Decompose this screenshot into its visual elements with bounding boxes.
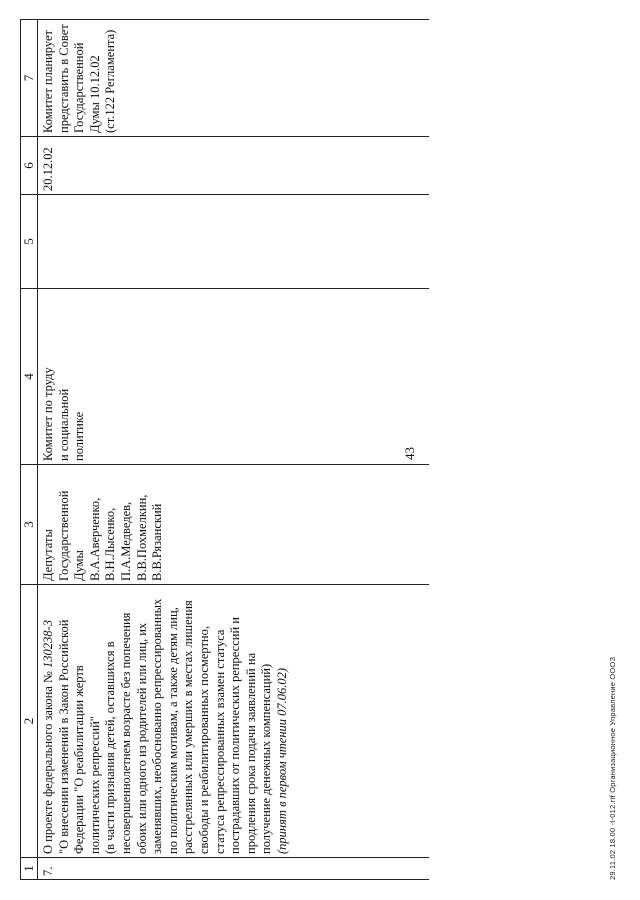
column-header-2: 2 bbox=[21, 585, 38, 858]
author-line: Думы bbox=[72, 550, 87, 581]
bill-description-line: Федерации "О реабилитации жертв bbox=[72, 665, 87, 854]
empty-cell bbox=[291, 20, 429, 137]
bill-description-line: обоих или одного из родителей или лиц, их bbox=[134, 622, 149, 854]
bill-title-line bbox=[41, 588, 57, 854]
bill-description-line: политических репрессий" bbox=[87, 716, 102, 854]
author-line: В.А.Аверченко, bbox=[87, 497, 102, 581]
row-number: 7. bbox=[38, 858, 291, 880]
empty-cell bbox=[291, 585, 429, 858]
empty-cell bbox=[291, 858, 429, 880]
bill-description-line: несовершеннолетнем возрасте без попечения bbox=[118, 612, 133, 854]
notes-line: представить в Совет bbox=[56, 24, 71, 133]
document-page bbox=[20, 20, 620, 880]
column-header-5: 5 bbox=[21, 195, 38, 289]
empty-cell bbox=[291, 137, 429, 195]
bill-description-cell bbox=[38, 585, 291, 858]
bill-description-line: заменявших, необоснованно репрессированных bbox=[150, 598, 165, 854]
bill-description-line: "О внесении изменений в Закон Российской bbox=[56, 619, 71, 854]
bill-description-line: получение денежных компенсаций) bbox=[259, 663, 274, 854]
notes-line: Комитет планирует bbox=[41, 30, 55, 133]
column-header-1: 1 bbox=[21, 858, 38, 880]
page-number: 43 bbox=[402, 447, 417, 460]
empty-cell bbox=[291, 195, 429, 289]
bill-description-line: пострадавших от политических репрессий и bbox=[228, 617, 243, 854]
bill-description-line: статуса репрессированных взамен статуса bbox=[212, 629, 227, 854]
empty-cell bbox=[291, 465, 429, 585]
bill-description-line: свободы и реабилитированных посмертно, bbox=[196, 626, 211, 854]
author-line: Депутаты bbox=[41, 529, 55, 581]
date-cell: 20.12.02 bbox=[38, 137, 291, 195]
empty-cell bbox=[291, 289, 429, 465]
bill-description-line: продления срока подачи заявлений на bbox=[243, 652, 258, 854]
column-header-7: 7 bbox=[21, 20, 38, 137]
author-line: Государственной bbox=[56, 490, 71, 581]
column-5-cell bbox=[38, 195, 291, 289]
author-line: В.В.Похмелкин, bbox=[134, 494, 149, 581]
document-footer: 29.11.02 18.00 -t-012.rtf Организационное Управление ОООЗ bbox=[608, 656, 617, 880]
bill-description-line: расстрелянных или умерших в местах лишения bbox=[181, 600, 196, 854]
table-row bbox=[38, 20, 291, 880]
author-line: В.В.Рязанский bbox=[150, 503, 165, 581]
bill-description-line: (в части признания детей, оставшихся в bbox=[103, 641, 118, 854]
column-header-4: 4 bbox=[21, 289, 38, 465]
committee-line: Комитет по труду bbox=[41, 367, 55, 461]
author-line: П.А.Медведев, bbox=[118, 501, 133, 581]
notes-line: Государственной bbox=[72, 42, 87, 133]
notes-line: Думы 10.12.02 bbox=[87, 55, 102, 133]
table-header-row bbox=[21, 20, 38, 880]
committee-line: политике bbox=[72, 411, 87, 461]
column-header-6: 6 bbox=[21, 137, 38, 195]
bill-number: 130238-3 bbox=[41, 620, 55, 668]
bill-title-prefix: О проекте федерального закона № bbox=[41, 667, 55, 854]
bill-description-line: по политическим мотивам, а также детям лиц, bbox=[165, 607, 180, 854]
author-line: В.Н.Лысенко, bbox=[103, 507, 118, 581]
authors-cell bbox=[38, 465, 291, 585]
committee-cell bbox=[38, 289, 291, 465]
notes-cell bbox=[38, 20, 291, 137]
committee-line: и социальной bbox=[56, 388, 71, 461]
notes-line: (ст.122 Регламента) bbox=[103, 29, 118, 133]
first-reading-note: (принят в первом чтении 07.06.02) bbox=[274, 667, 289, 854]
column-header-3: 3 bbox=[21, 465, 38, 585]
agenda-table bbox=[20, 19, 429, 880]
